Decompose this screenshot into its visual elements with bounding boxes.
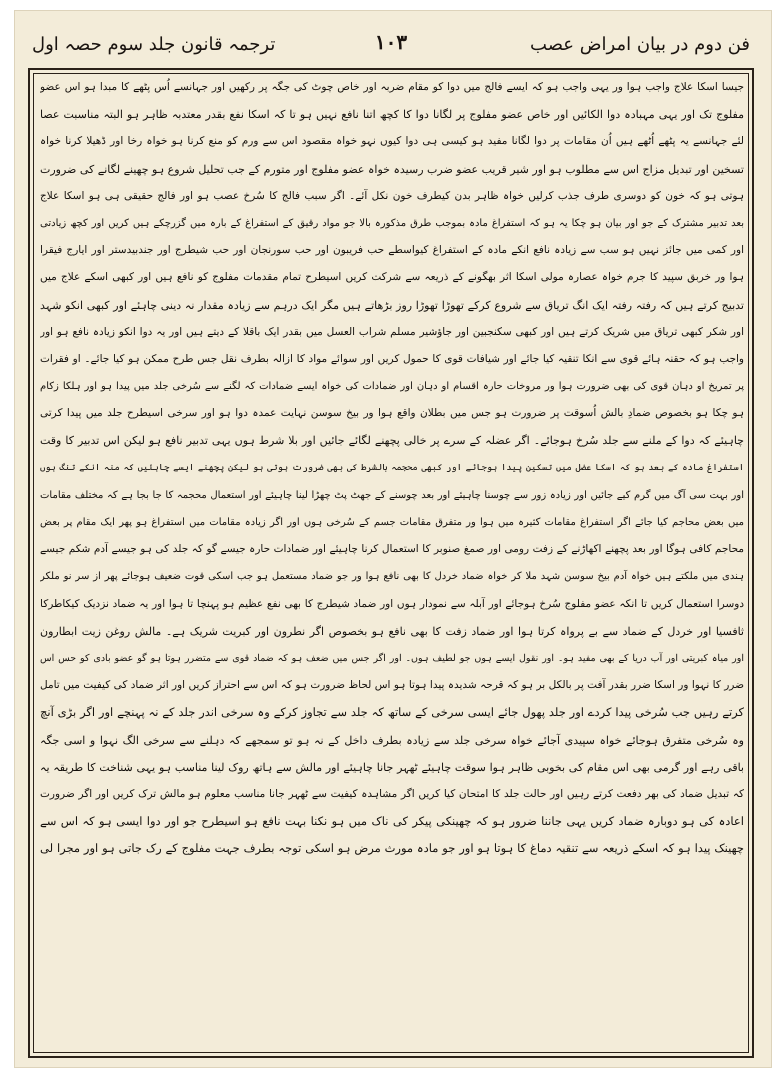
text-line: مفلوج تک اور یہی مہبادہ دوا الکائیں اور خاص عضو مفلوج پر لگانا دوا کا کچھ اتنا نافع نہیں ہو تا کہ اسکا نفع بقدر معتدبہ ظاہر ہو البتہ مناسبت عصا [40,108,744,122]
text-line: باقی رہے اور گرمی بھی اس مقام کی بخوبی ظاہر ہوا سوقت چاہیئے ٹھہر جانا چاہیئے اور مالش سے ہاتھ روک لینا مناسب ہو یہی شناخت کا طریقہ یہ [40,760,744,774]
chapter-title: فن دوم در بیان امراض عصب [530,34,750,55]
text-line: اور کمی میں جائز نہیں ہو سب سے زیادہ نافع انکے مادہ کے استفراغ کیواسطے حب فریبون اور حب سورنجان اور حب شیطرج اور جندبیدستر اور ایارج فیقرا [40,244,744,257]
text-line: واجب ہو کہ حقنہ ہائے قوی سے انکا تنقیہ کیا جائے اور شیافات قوی کا حمول کریں اور سوائے مواد کا ازالہ بطرف نقل جس طرح ممکن ہو کیا جائے۔ او فقرات [40,352,744,365]
text-line: استفراغ مادہ کے بعد ہو کہ اسکا عضل میں تسکین پیدا ہوجائے اور کبھی محجمہ بالشرط کی بھی ضرورت ہوتی ہو لیکن پچھنے ایسے چاہئیں کہ منہ انکے تنگ ہوں [40,462,744,473]
page-header [30,30,752,62]
text-line: وہ سُرخی متفرق ہوجائے خواہ سپیدی آجائے خواہ سرخی جلد سے زیادہ بطرف داخل کے نہ ہو تو سمجھے کہ دہلنے سے سرخی الگ نہوا و اسی جگہ [40,733,744,747]
text-line: اور بہت سی آگ میں گرم کیے جائیں اور زیادہ زور سے چوسنا چاہیئے اور بعد چوسنے کے جھٹ پٹ چھڑا لینا چاہیئے اور استعمال محجمہ کا جا بجا ہے کہ مختلف مقامات [40,489,744,501]
text-line: بعد تدبیر مشترک کے جو اور بیان ہو چکا یہ ہو کہ استفراغ مادہ بموجب طرق مذکورہ بالا جو مواد رقیق کے استفراغ کے بارہ میں گزرچکے ہیں کریں اور کچھ زیادتی [40,217,744,229]
text-line: تسخین اور تبدیل مزاج اس سے مطلوب ہو اور شیر قریب عضو ضرب رسیدہ خواہ عضو مفلوج اور متورم کے جب تحلیل شروع ہو چھینے لگانے کی ضرورت [40,162,744,176]
text-line: چاہیئے کہ دوا کے ملنے سے جلد سُرخ ہوجائے۔ اگر عضلہ کے سرے پر خالی پچھنے لگائے جائیں اور بلا شرط ہوں یہی تدبیر نافع ہو لیکن اس تدبیر کا وقت [40,434,744,448]
text-line: ہندی میں ملکتے ہیں خواہ آدم بیخ سوسن شہد ملا کر خواہ ضماد خردل کا بھی نافع ہوا ور جو ضماد مستعمل ہو جب اسکی قوت ضعیف ہوجائے پھر از سر نو ملکر [40,571,744,583]
text-line: اعادہ کی ہو دوبارہ ضماد کریں یہی جاننا ضرور ہو کہ چھینکی پیکر کی ناک میں ہو نکنا بہت نافع ہو اسیطرح جو اور دوا ایسی ہو کہ اس سے [40,814,744,829]
text-line: ہوا ور خربق سپید کا جرم خواہ عصارہ مولی اسکا اثر بھگونے کے ذریعہ سے شرکت کریں اسیطرح تمام مقدمات مفلوج کو نافع ہیں اور کبھی اسکے علاج میں [40,271,744,284]
text-line: کرتے رہیں جب سُرخی پیدا کردے اور جلد پھول جائے ایسی سرخی کے ساتھ کہ جلد سے تجاوز کرکے وہ سرخی اندر جلد کے نہ پہنچے اور اگر بڑی آنچ [40,705,744,720]
text-line: ہو چکا ہو بخصوص ضمادِ بالش اُسوقت پر ضرورت ہو جس میں بطلان واقع ہوا ور بیخ سوسن نہایت عمدہ دوا ہو اور سرخی اسیطرح جلد میں پیدا کرتی [40,407,744,420]
text-line: جیسا اسکا علاج واجب ہوا ور یہی واجب ہو کہ ایسے فالج میں دوا کو مقام ضربہ اور خاص چوٹ کی جگہ پر رکھیں اور جہانسے اُس پٹھے کا مبدا ہو اس عضو [40,81,744,93]
text-line: ثافسیا اور خردل کے ضماد سے بے پرواہ کرتا ہوا اور ضماد زفت کا بھی نافع ہو بخصوص اگر نطرون اور کبریت شریک ہے۔ مالش روغن زیت ابطارون [40,624,744,638]
text-line: لئے جہانسے یہ پٹھے اُٹھے ہیں اُن مقامات پر دوا لگانا مفید ہو کیسی ہی دوا کیوں نہو خواہ مقصود اس سے ورم کو منع کرنا ہو خواہ رخا اور ڈھیلا کرنا خواہ [40,135,744,148]
text-line: میں بعض محاجم کیا جائے اگر استفراغ مقامات کثیرہ میں ہوا ور متفرق مقامات جسم کے سُرخی ہوں اور اگر زیادہ مقامات میں استفراغ ہو پھر ایک مقام پر بعض [40,517,744,528]
text-line: محاجم کافی ہوگا اور بعد پچھنے اکھاڑنے کے زفت رومی اور صمغ صنوبر کا استعمال کرنا چاہیئے اور ضمادات حارہ جیسے گو کہ جلد کی ہو جیسے آدم شکم جیسے [40,543,744,556]
text-line: دوسرا استعمال کریں تا انکہ عضو مفلوج سُرخ ہوجائے اور آبلہ سے نمودار ہوں اور ضماد شیطرج کا بھی نفع عظیم ہو پہنچا تا ہوا اور یہ ضماد نزدیک کیکاطرکا [40,597,744,610]
text-line: ضرر کا نہوا ور اسکا ضرر بقدر آفت پر بالکل بر ہو کہ قرحہ شدیدہ پیدا ہوتا ہو اس لحاظ ضرورت ہو کہ اس سے احتراز کریں اور اثر ضماد کی کیفیت میں تامل [40,679,744,692]
text-line: اور میاہ کبریتی اور آب دریا کے بھی مفید ہو۔ اور نقول ایسے ہوں جو لطیف ہوں۔ اور اگر جس میں ضعف ہو کہ ضماد قوی سے متضرر ہوتا ہو گو عضو بادی کو حس اس [40,652,744,664]
book-title: ترجمہ قانون جلد سوم حصہ اول [32,34,276,55]
text-line: تدبیج کرتے ہیں کہ رفتہ رفتہ ایک انگ تریاق سے شروع کرکے تھوڑا تھوڑا روز بڑھاتے ہیں مگر ایک درہم سے زیادہ مقدار نہ دینی چاہئے اور کبھی انکو شہد [40,298,744,312]
text-line: اور شکر کبھی تریاق میں شریک کرتے ہیں اور کبھی سکنجبین اور جاؤشیر مسلم شراب العسل میں بقدر ایک باقلا کے دیتے ہیں اور یہ دوا انکو زیادہ نافع ہو اور [40,325,744,338]
text-line [40,862,744,889]
text-line: چھینک پیدا ہو کہ اسکے ذریعہ سے تنقیہ دماغ کا ہوتا ہو اور جو مادہ مورث مرض ہو اسکی توجہ بطرف جہت مفلوج کے رک جاتی ہو اور مجرا لی [40,841,744,856]
body-text [40,74,744,1054]
text-line: ہوتی ہو کہ خون کو دوسری طرف جذب کرلیں خواہ ظاہر بدن کیطرف خون نکل آئے۔ اگر سبب فالج کا سُرخ عصب ہو اور فالج حقیقی ہی ہو اسکا علاج [40,189,744,202]
page-number: ۱۰۳ [374,30,408,54]
text-line: پر تمریخ او دہان قوی کی بھی ضرورت ہوا ور مروخات حارہ اقسام او دہان اور ضمادات کی خواہ ایسے ضمادات کہ لگنے سے سُرخی جلد میں پیدا ہو اور ہلکا زکام [40,381,744,393]
text-line: کہ تبدیل ضماد کی بھر دفعت کرتے رہیں اور حالت جلد کا امتحان کیا کریں اگر مشاہدہ کیفیت سے ٹھہر جانا مناسب معلوم ہو مالش ترک کریں اور اگر ضرورت [40,787,744,800]
